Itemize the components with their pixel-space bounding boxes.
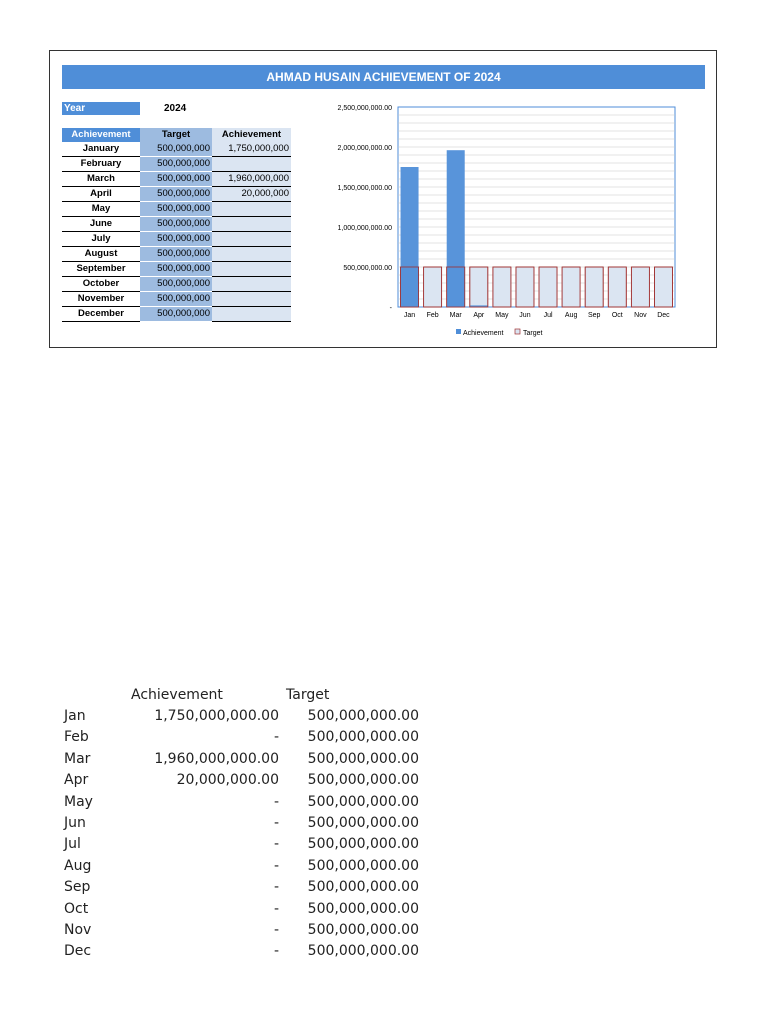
x-tick-label: May <box>495 312 509 319</box>
summary-achievement: - <box>273 729 279 746</box>
table-row <box>62 262 291 277</box>
achievement-table <box>62 128 291 322</box>
x-tick-label: Mar <box>449 312 462 319</box>
cell-month[interactable]: July <box>62 232 140 247</box>
cell-target[interactable]: 500,000,000 <box>140 217 212 232</box>
bar-target <box>654 267 672 307</box>
legend-label-target: Target <box>523 330 543 337</box>
summary-achievement: - <box>273 836 279 853</box>
cell-target[interactable]: 500,000,000 <box>140 157 212 172</box>
x-tick-label: Apr <box>473 312 485 319</box>
cell-month[interactable]: February <box>62 157 140 172</box>
cell-achievement[interactable] <box>212 247 291 262</box>
summary-target: 500,000,000.00 <box>307 857 419 874</box>
cell-achievement[interactable]: 1,960,000,000 <box>212 172 291 187</box>
summary-target: 500,000,000.00 <box>307 879 419 896</box>
cell-achievement[interactable] <box>212 262 291 277</box>
header-target: Target <box>140 128 212 142</box>
summary-month: Aug <box>64 857 92 874</box>
cell-target[interactable]: 500,000,000 <box>140 142 212 157</box>
legend-swatch-achievement <box>456 329 461 334</box>
summary-achievement: - <box>273 900 279 917</box>
summary-achievement: 1,960,000,000.00 <box>154 750 279 767</box>
report-title: AHMAD HUSAIN ACHIEVEMENT OF 2024 <box>62 65 705 89</box>
summary-month: Jun <box>64 814 86 831</box>
cell-month[interactable]: December <box>62 307 140 322</box>
table-row <box>62 232 291 247</box>
x-tick-label: Nov <box>634 312 647 319</box>
year-value[interactable]: 2024 <box>164 103 187 114</box>
header-achievement-label: Achievement <box>62 128 140 142</box>
cell-achievement[interactable] <box>212 157 291 172</box>
summary-header-target: Target <box>286 687 330 703</box>
summary-achievement: - <box>273 879 279 896</box>
x-tick-label: Dec <box>657 312 670 319</box>
y-tick-label: 2,000,000,000.00 <box>337 145 392 152</box>
cell-achievement[interactable] <box>212 202 291 217</box>
cell-month[interactable]: January <box>62 142 140 157</box>
bar-target <box>585 267 603 307</box>
summary-month: Mar <box>64 750 91 767</box>
bar-target <box>608 267 626 307</box>
summary-month: Nov <box>64 921 92 938</box>
table-body <box>62 142 291 322</box>
legend-label-achievement: Achievement <box>463 330 504 337</box>
summary-month: Dec <box>64 943 92 960</box>
table-row <box>62 247 291 262</box>
table-row <box>62 157 291 172</box>
summary-target: 500,000,000.00 <box>307 836 419 853</box>
cell-achievement[interactable] <box>212 217 291 232</box>
cell-target[interactable]: 500,000,000 <box>140 307 212 322</box>
cell-month[interactable]: April <box>62 187 140 202</box>
summary-month: Apr <box>64 772 89 789</box>
achievement-chart <box>310 97 690 347</box>
cell-target[interactable]: 500,000,000 <box>140 202 212 217</box>
bar-achievement <box>447 150 465 307</box>
cell-month[interactable]: September <box>62 262 140 277</box>
cell-month[interactable]: June <box>62 217 140 232</box>
x-tick-label: Aug <box>564 312 578 319</box>
table-row <box>62 292 291 307</box>
summary-target: 500,000,000.00 <box>307 921 419 938</box>
summary-target: 500,000,000.00 <box>307 750 419 767</box>
cell-achievement[interactable]: 20,000,000 <box>212 187 291 202</box>
bar-achievement <box>401 167 419 307</box>
summary-target: 500,000,000.00 <box>307 772 419 789</box>
cell-target[interactable]: 500,000,000 <box>140 247 212 262</box>
summary-target: 500,000,000.00 <box>307 900 419 917</box>
cell-target[interactable]: 500,000,000 <box>140 172 212 187</box>
summary-month: Jul <box>64 836 81 853</box>
summary-achievement: 20,000,000.00 <box>176 772 279 789</box>
x-tick-label: Sep <box>587 312 601 319</box>
cell-month[interactable]: November <box>62 292 140 307</box>
summary-month: Oct <box>64 900 89 917</box>
bar-target <box>562 267 580 307</box>
table-row <box>62 277 291 292</box>
summary-month: Feb <box>64 729 89 746</box>
cell-achievement[interactable] <box>212 292 291 307</box>
cell-month[interactable]: October <box>62 277 140 292</box>
x-tick-label: Jul <box>543 312 553 319</box>
summary-achievement: - <box>273 793 279 810</box>
year-label: Year <box>62 102 140 115</box>
table-row <box>62 217 291 232</box>
cell-month[interactable]: March <box>62 172 140 187</box>
cell-month[interactable]: August <box>62 247 140 262</box>
y-tick-label: 500,000,000.00 <box>343 265 392 272</box>
bar-target <box>631 267 649 307</box>
cell-month[interactable]: May <box>62 202 140 217</box>
cell-target[interactable]: 500,000,000 <box>140 292 212 307</box>
summary-month: Sep <box>64 879 91 896</box>
y-tick-label: 1,000,000,000.00 <box>337 225 392 232</box>
cell-target[interactable]: 500,000,000 <box>140 277 212 292</box>
cell-target[interactable]: 500,000,000 <box>140 262 212 277</box>
x-tick-label: Feb <box>426 312 439 319</box>
table-row <box>62 142 291 157</box>
cell-target[interactable]: 500,000,000 <box>140 187 212 202</box>
summary-achievement: - <box>273 921 279 938</box>
y-tick-label: 2,500,000,000.00 <box>337 105 392 112</box>
x-tick-label: Jun <box>519 312 531 319</box>
x-tick-label: Oct <box>611 312 623 319</box>
summary-achievement: - <box>273 943 279 960</box>
bar-target <box>516 267 534 307</box>
bar-target <box>539 267 557 307</box>
bar-target <box>424 267 442 307</box>
y-tick-label: 1,500,000,000.00 <box>337 185 392 192</box>
table-row <box>62 202 291 217</box>
table-row <box>62 172 291 187</box>
table-row <box>62 307 291 322</box>
x-tick-label: Jan <box>403 312 416 319</box>
cell-achievement[interactable] <box>212 277 291 292</box>
summary-achievement: 1,750,000,000.00 <box>154 708 279 724</box>
summary-target: 500,000,000.00 <box>307 708 419 724</box>
cell-achievement[interactable]: 1,750,000,000 <box>212 142 291 157</box>
summary-target: 500,000,000.00 <box>307 943 419 960</box>
summary-month: May <box>64 793 93 810</box>
summary-header-achievement: Achievement <box>131 687 223 703</box>
summary-target: 500,000,000.00 <box>307 793 419 810</box>
summary-month: Jan <box>64 708 86 724</box>
summary-target: 500,000,000.00 <box>307 729 419 746</box>
cell-achievement[interactable] <box>212 307 291 322</box>
bar-target <box>493 267 511 307</box>
summary-achievement: - <box>273 857 279 874</box>
y-tick-label: - <box>389 305 392 312</box>
legend-swatch-target <box>515 329 520 334</box>
bar-target <box>470 267 488 307</box>
cell-achievement[interactable] <box>212 232 291 247</box>
cell-target[interactable]: 500,000,000 <box>140 232 212 247</box>
table-row <box>62 187 291 202</box>
header-achievement: Achievement <box>212 128 291 142</box>
summary-achievement: - <box>273 814 279 831</box>
summary-target: 500,000,000.00 <box>307 814 419 831</box>
